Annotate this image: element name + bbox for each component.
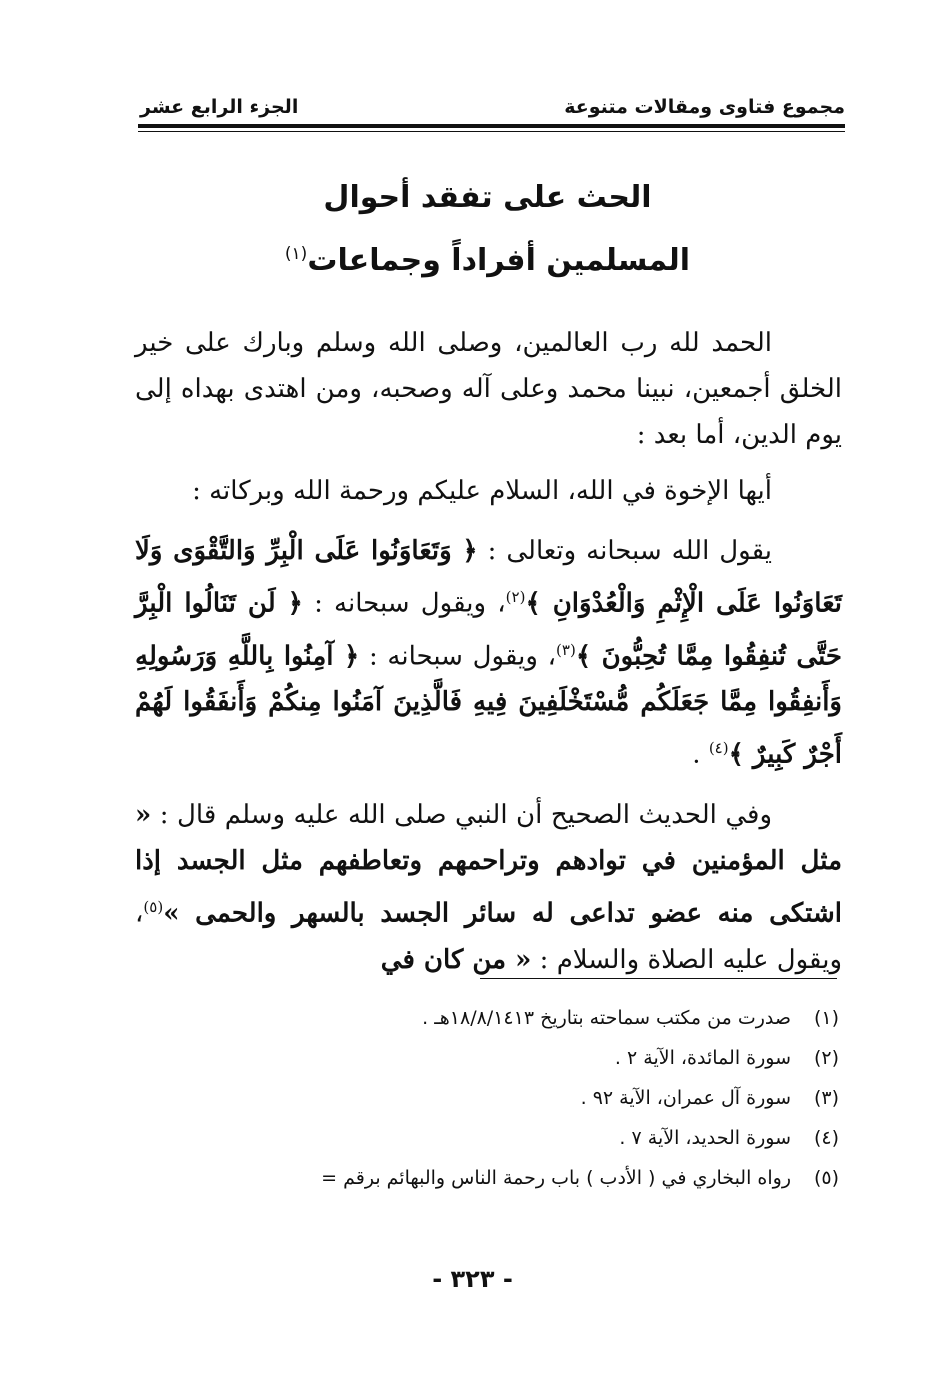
verses-intro: يقول الله سبحانه وتعالى : [477, 536, 772, 566]
title-line-2 [130, 226, 845, 289]
verses-end: . [692, 739, 709, 770]
volume-label: الجزء الرابع عشر [140, 96, 299, 118]
footnote-text: سورة المائدة، الآية ٢ . [614, 1047, 791, 1069]
hadith-text-2: « من كان في [380, 944, 532, 975]
paragraph-opening: الحمد لله رب العالمين، وصلى الله وسلم وبارك على خير الخلق أجمعين، نبينا محمد وعلى آله وصحبه، ومن اهتدى بهداه إلى يوم الدين، أما بعد : [135, 328, 842, 450]
footnote-text: رواه البخاري في ( الأدب ) باب رحمة الناس والبهائم برقم = [321, 1167, 791, 1189]
paragraph-quran-verses [135, 528, 842, 778]
footnote-ref-3: (٣) [556, 640, 576, 659]
footnote-text: سورة آل عمران، الآية ٩٢ . [580, 1087, 791, 1109]
paragraph-greeting: أيها الإخوة في الله، السلام عليكم ورحمة الله وبركاته : [192, 476, 772, 506]
footnotes [110, 998, 839, 1198]
header-rule-thin [138, 131, 845, 132]
quran-verse-2: ﴿ لَن تَنَالُوا الْبِرَّ حَتَّى تُنفِقُوا مِمَّا تُحِبُّونَ ﴾ [135, 588, 842, 672]
footnote-3 [110, 1078, 839, 1118]
page-number: - ٣٢٣ - [432, 1265, 513, 1293]
book-title: مجموع فتاوى ومقالات متنوعة [564, 96, 845, 118]
hadith-text-1: « مثل المؤمنين في توادهم وتراحمهم وتعاطفهم مثل الجسد إذا اشتكى منه عضو تداعى له سائر الجسد بالسهر والحمى » [135, 799, 842, 929]
title-line-2-text: المسلمين أفراداً وجماعات [307, 243, 691, 278]
verses-connector-1: ، ويقول سبحانه : [302, 588, 506, 619]
footnote-text: سورة الحديد، الآية ٧ . [619, 1127, 791, 1149]
footnote-number: (٥) [813, 1167, 839, 1189]
hadith-intro: وفي الحديث الصحيح أن النبي صلى الله عليه وسلم قال : [151, 799, 772, 830]
quran-verse-1: ﴿ وَتَعَاوَنُوا عَلَى الْبِرِّ وَالتَّقْوَى وَلَا تَعَاوَنُوا عَلَى الْإِثْمِ وَالْعُدْوَانِ ﴾ [135, 536, 842, 619]
body-text [135, 320, 842, 997]
paragraph-hadith [135, 792, 842, 983]
footnote-ref-5: (٥) [143, 897, 164, 916]
footnote-number: (٣) [813, 1087, 839, 1109]
footnote-5 [110, 1158, 839, 1198]
running-header [140, 92, 845, 128]
title-footnote-ref: (١) [284, 244, 308, 264]
footnote-number: (١) [813, 1007, 839, 1029]
footnote-2 [110, 1038, 839, 1078]
footnote-1 [110, 998, 839, 1038]
title-line-1: الحث على تفقد أحوال [323, 180, 652, 215]
footnote-separator [480, 978, 837, 979]
footnote-number: (٤) [813, 1127, 839, 1149]
footnote-number: (٢) [813, 1047, 839, 1069]
page-title [130, 170, 845, 289]
footnote-ref-4: (٤) [708, 739, 729, 758]
verses-connector-2: ، ويقول سبحانه : [359, 641, 557, 672]
footnote-ref-2: (٢) [505, 588, 526, 606]
footnote-4 [110, 1118, 839, 1158]
quran-verse-3: ﴿ آمِنُوا بِاللَّهِ وَرَسُولِهِ وَأَنفِقُوا مِمَّا جَعَلَكُم مُّسْتَخْلَفِينَ فِيهِ فَالَّذِينَ آمَنُوا مِنكُمْ وَأَنفَقُوا لَهُمْ أَجْرٌ كَبِيرٌ ﴾ [135, 641, 842, 770]
header-rule-thick [138, 124, 845, 128]
hadith-connector: ، ويقول عليه الصلاة والسلام : [135, 898, 842, 975]
footnote-text: صدرت من مكتب سماحته بتاريخ ١٨/٨/١٤١٣هـ . [422, 1007, 791, 1029]
